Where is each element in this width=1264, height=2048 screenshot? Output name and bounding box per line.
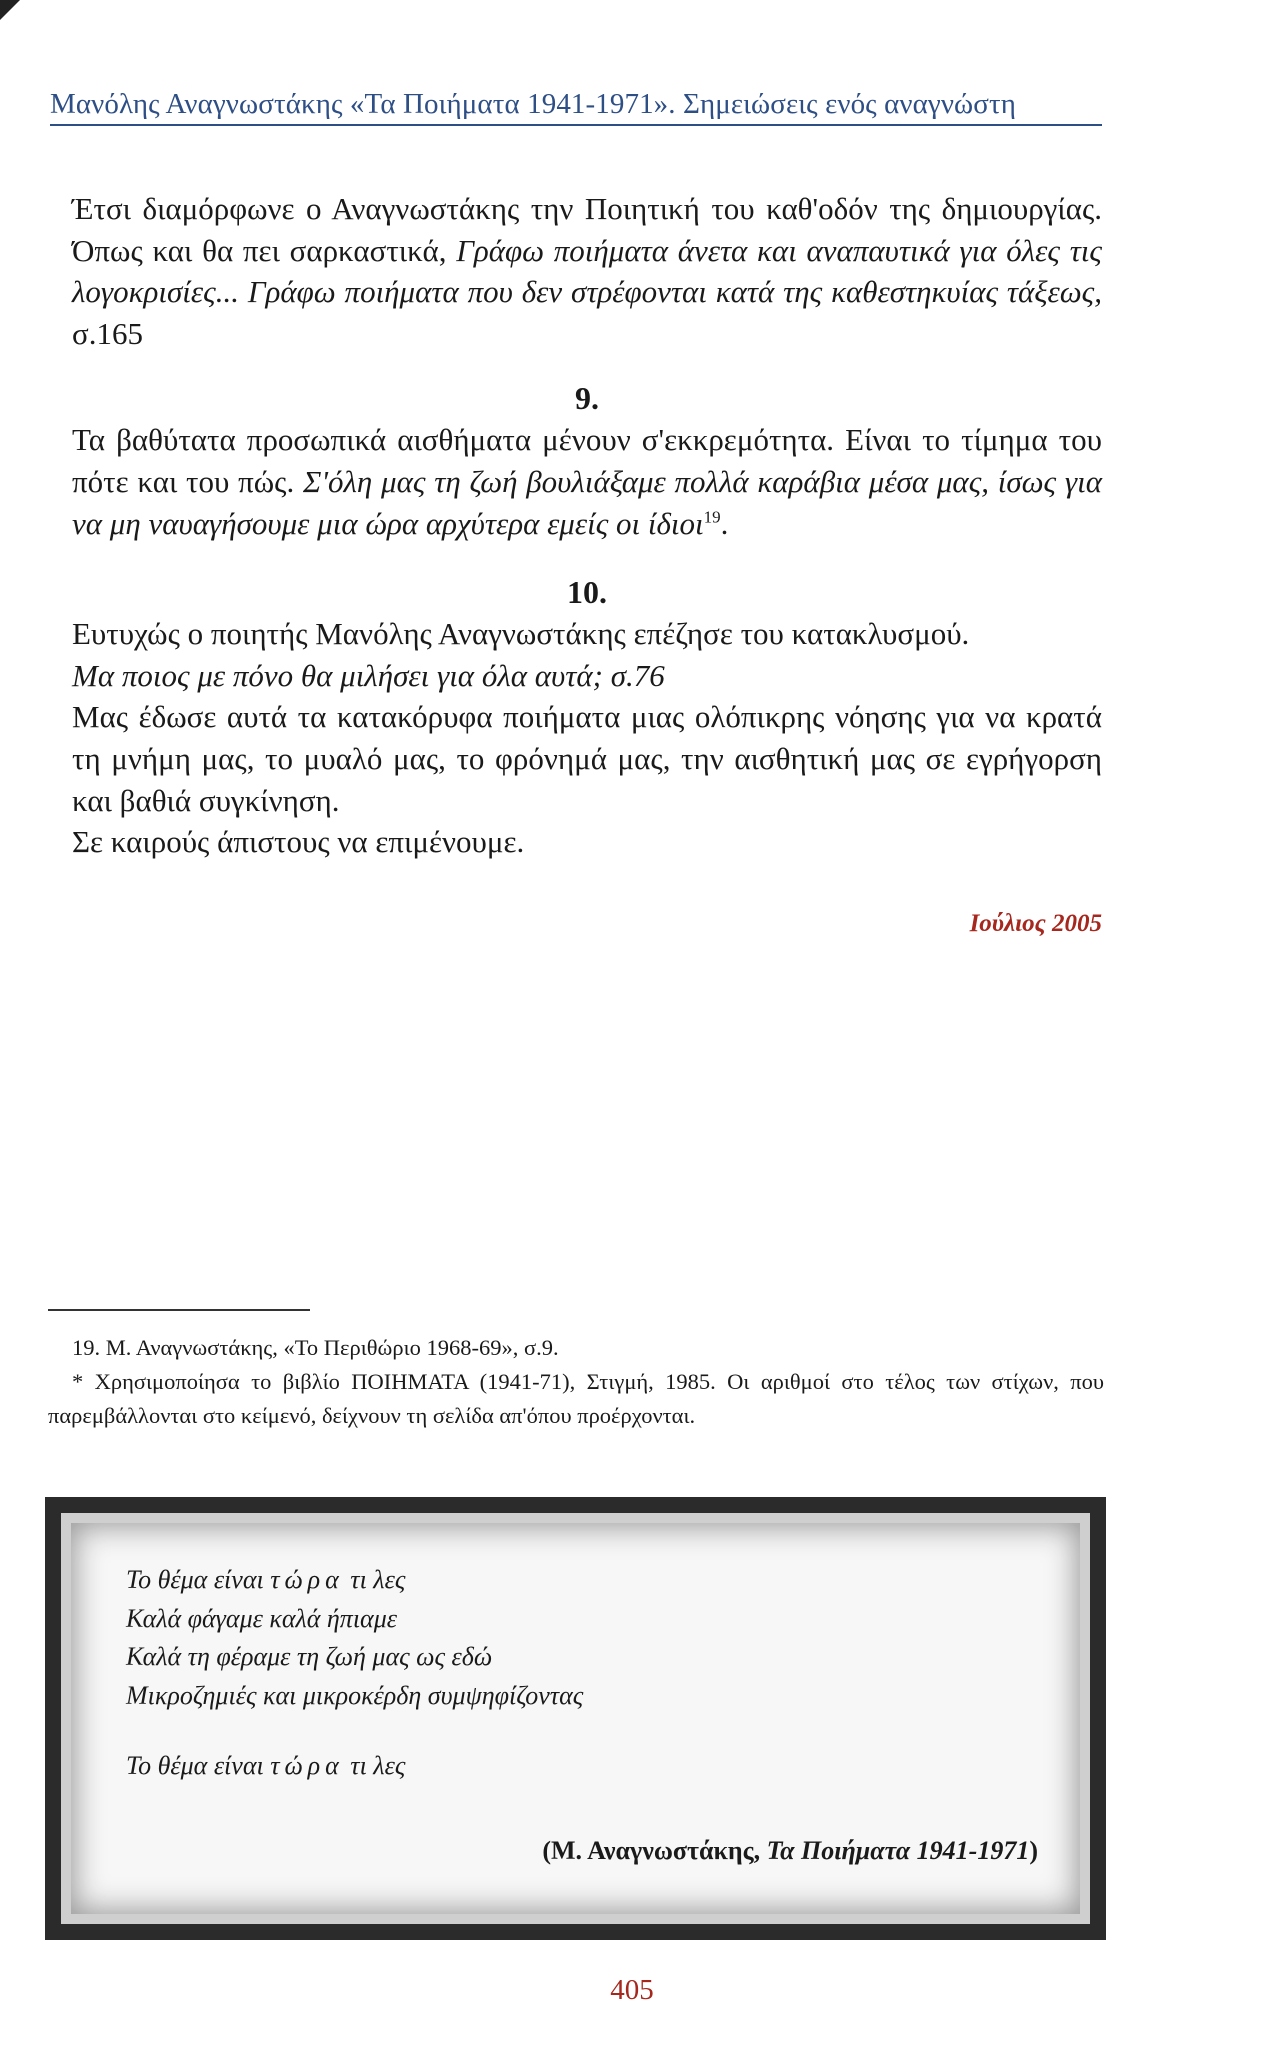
poem-last-line-pre: Το θέμα είναι: [126, 1751, 271, 1780]
poem-line-1-spaced: τώρα: [270, 1565, 344, 1594]
attribution-close: ): [1029, 1836, 1038, 1865]
section-9-quote: Σ'όλη μας τη ζωή βουλιάξαμε πολλά καράβια μέσα μας, ίσως για να μη ναυαγήσουμε μια ώρα αρχύτερα εμείς οι ίδιοι: [72, 463, 1102, 541]
section-10-line-1: Ευτυχώς ο ποιητής Μανόλης Αναγνωστάκης επέζησε του κατακλυσμού.: [72, 616, 970, 652]
footnote-mark-19: 19: [703, 507, 721, 527]
page-number: 405: [610, 1974, 654, 2006]
poem-box: [45, 1497, 1106, 1940]
poem-last-line-spaced: τώρα: [270, 1751, 344, 1780]
poem-stanza-gap: [126, 1715, 1046, 1747]
intro-quote: Γράφω ποιήματα άνετα και αναπαυτικά για όλες τις λογοκρισίες... Γράφω ποιήματα που δεν στρέφονται κατά της καθεστηκυίας τάξεως,: [72, 232, 1102, 310]
main-text: [72, 188, 1102, 944]
poem-line-1-pre: Το θέμα είναι: [126, 1565, 271, 1594]
section-10-quote-text: Μα ποιος με πόνο θα μιλήσει για όλα αυτά; σ.76: [72, 657, 665, 693]
section-10-line-3: Μας έδωσε αυτά τα κατακόρυφα ποιήματα μιας ολόπικρης νόησης για να κρατά τη μνήμη μας, το μυαλό μας, το φρόνημά μας, την αισθητική μας σε εγρήγορση και βαθιά συγκίνηση.: [72, 699, 1102, 818]
attribution-open: (Μ. Αναγνωστάκης,: [542, 1836, 767, 1865]
section-9-end: .: [720, 505, 729, 541]
footnote-star: * Χρησιμοποίησα το βιβλίο ΠΟΙΗΜΑΤΑ (1941-71), Στιγμή, 1985. Οι αριθμοί στο τέλος των στίχων, που παρεμβάλλονται στο κείμενό, δείχνουν τη σελίδα απ'όπου προέρχονται.: [48, 1369, 1104, 1428]
poem-line-4: Μικροζημιές και μικροκέρδη συμψηφίζοντας: [126, 1680, 584, 1710]
intro-text: Έτσι διαμόρφωνε ο Αναγνωστάκης την Ποιητική του καθ'οδόν της δημιουργίας. Όπως και θα πει σαρκαστικά,: [72, 191, 1102, 268]
poem-line-1: [126, 1561, 1046, 1600]
attribution-title: Τα Ποιήματα 1941-1971: [766, 1836, 1030, 1865]
section-number-9: 9.: [575, 380, 599, 417]
section-10-quote: [72, 655, 1102, 697]
corner-scan-mark: [0, 0, 20, 20]
running-header: Μανόλης Αναγνωστάκης «Τα Ποιήματα 1941-1971». Σημειώσεις ενός αναγνώστη: [50, 88, 1102, 126]
section-number-10: 10.: [567, 574, 607, 611]
date-signature: Ιούλιος 2005: [969, 909, 1102, 937]
footnote-divider: [48, 1309, 310, 1311]
poem-last-line-post: τι λες: [343, 1751, 406, 1780]
poem-line-3: Καλά τη φέραμε τη ζωή μας ως εδώ: [126, 1642, 493, 1671]
poem-excerpt: [126, 1561, 1046, 1786]
paragraph-intro: [72, 188, 1102, 354]
poem-line-1-post: τι λες: [343, 1565, 406, 1594]
section-10-line-4: Σε καιρούς άπιστους να επιμένουμε.: [72, 824, 525, 860]
poem-attribution: [542, 1836, 1038, 1866]
footnotes: [48, 1331, 1104, 1433]
footnote-19: 19. Μ. Αναγνωστάκης, «Το Περιθώριο 1968-69», σ.9.: [72, 1335, 559, 1360]
poem-last-line: [126, 1747, 1046, 1786]
section-9-text: Τα βαθύτατα προσωπικά αισθήματα μένουν σ'εκκρεμότητα. Είναι το τίμημα του πότε και του πώς.: [72, 422, 1102, 499]
poem-line-2: Καλά φάγαμε καλά ήπιαμε: [126, 1603, 397, 1633]
intro-ref: σ.165: [72, 315, 143, 351]
paragraph-section-9: [72, 419, 1102, 544]
